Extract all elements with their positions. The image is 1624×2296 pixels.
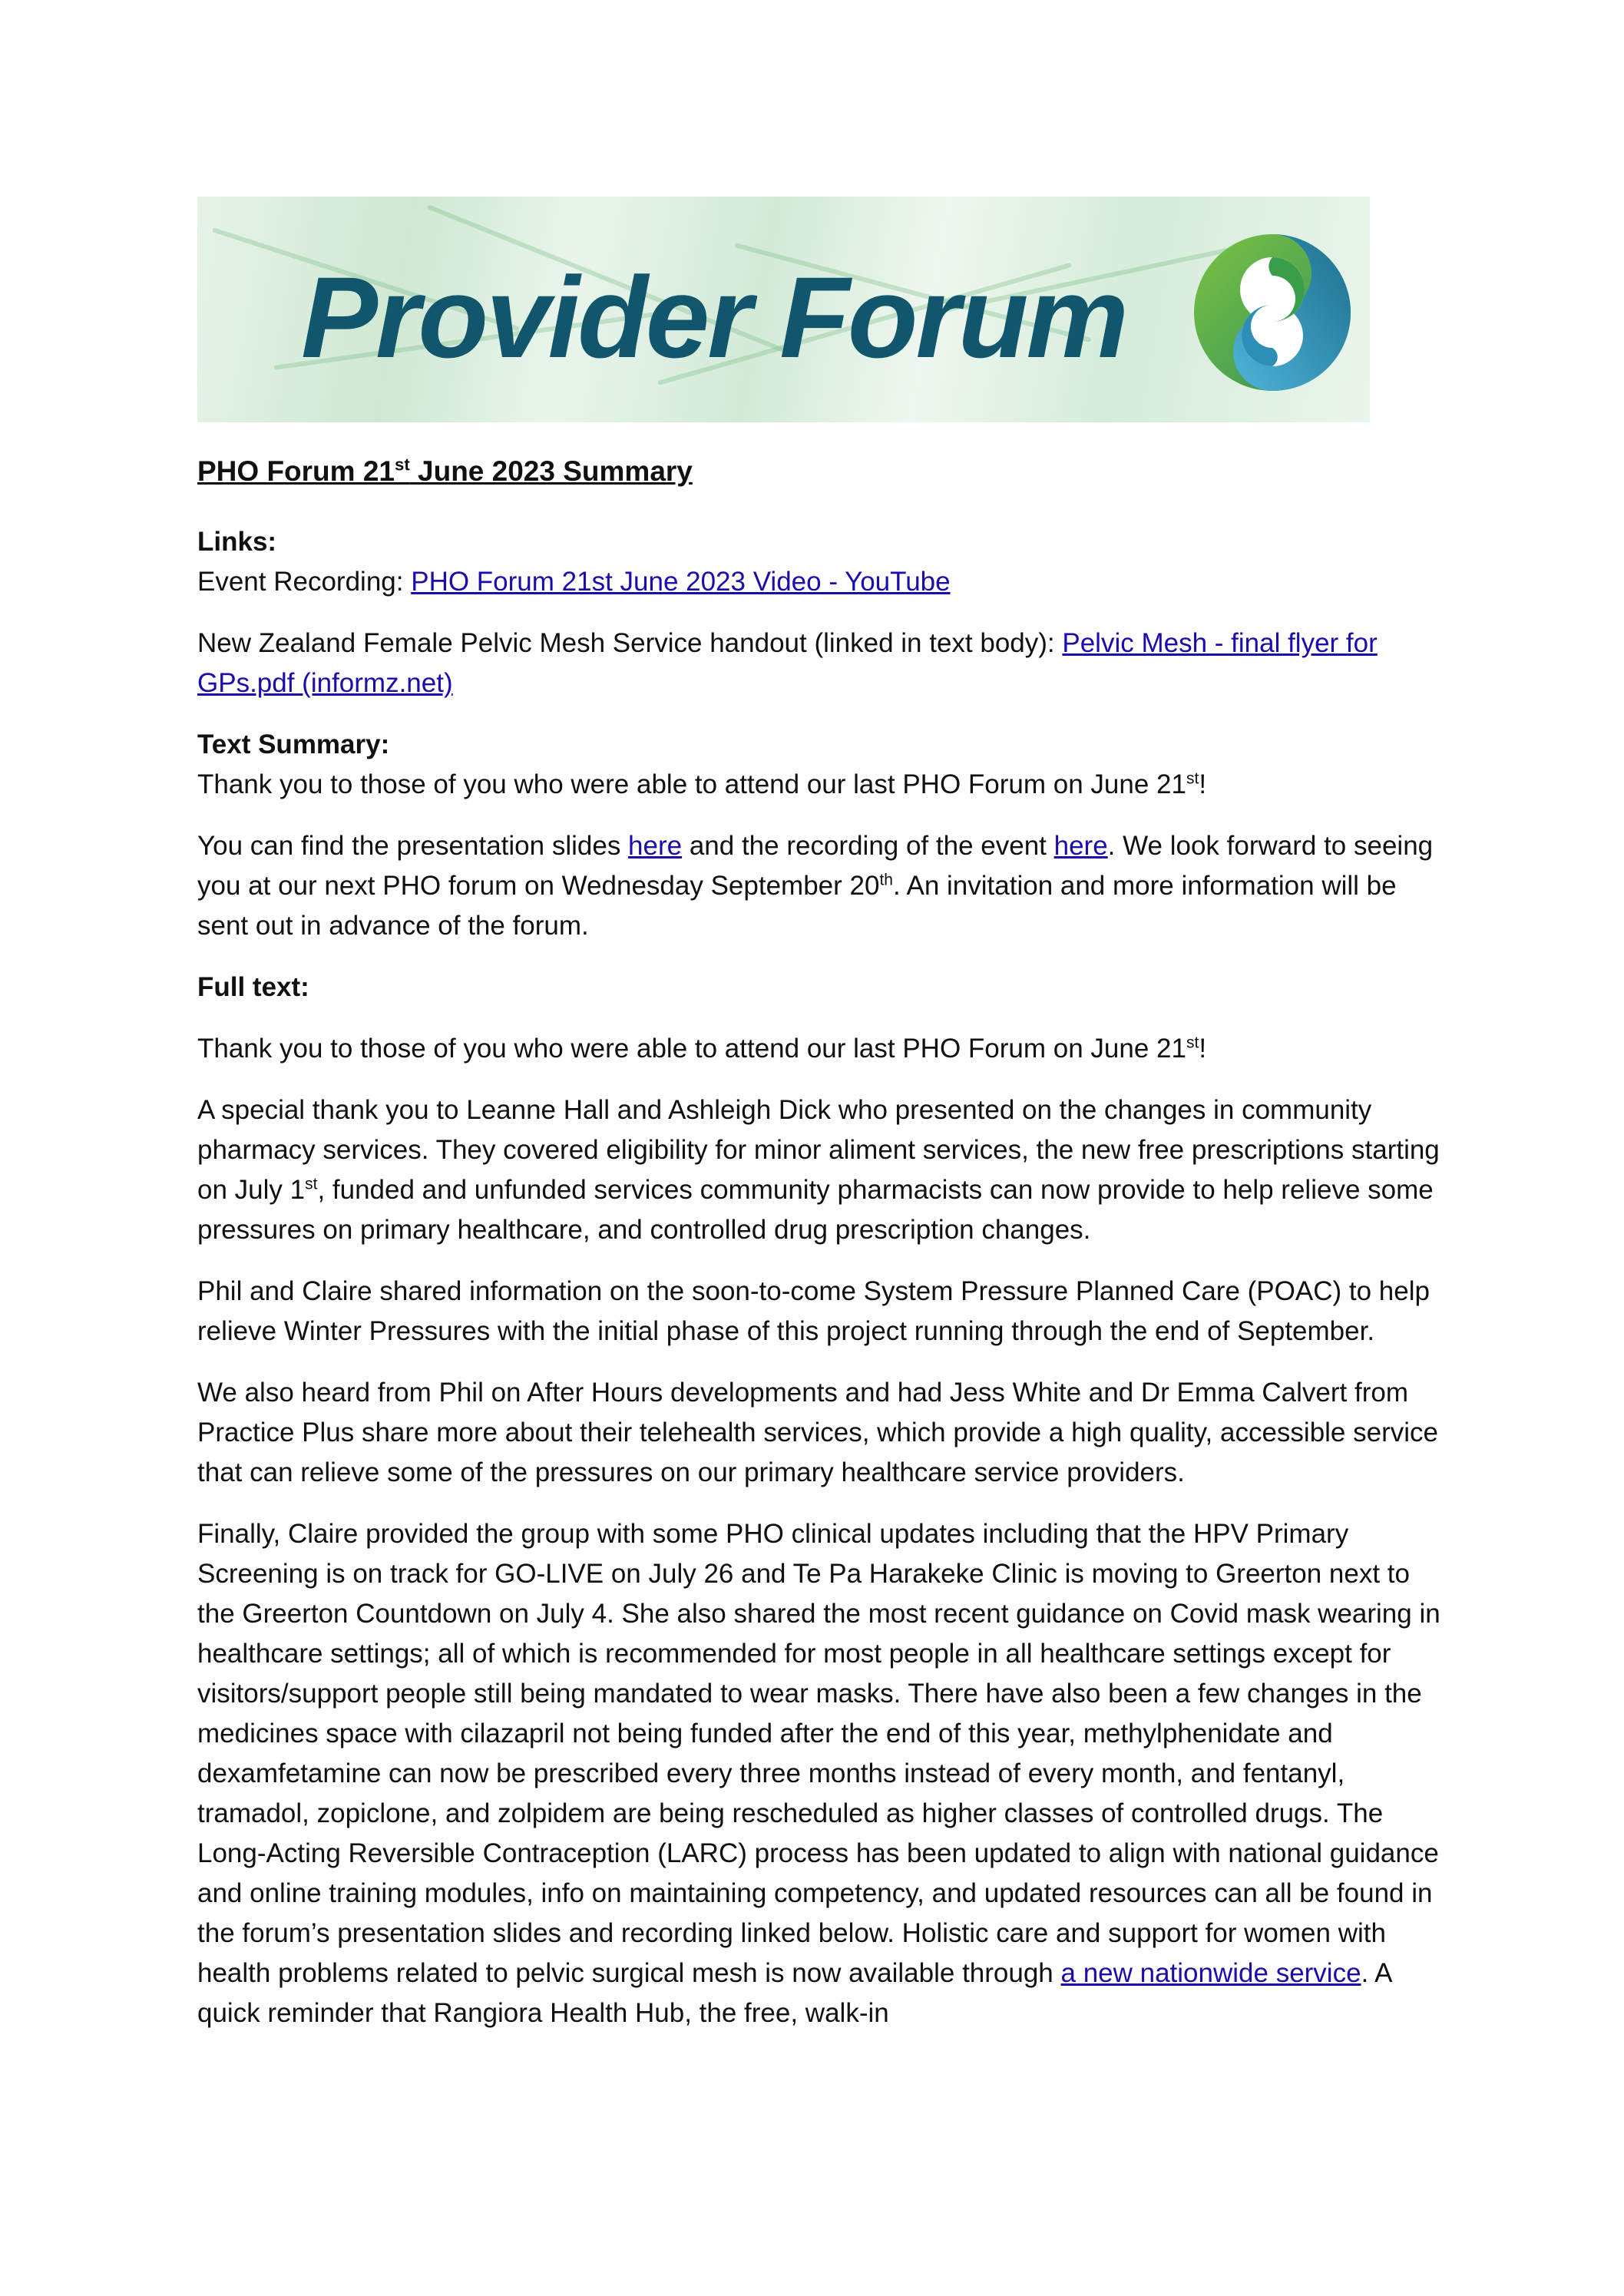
event-recording-label: Event Recording: [197,567,412,597]
full-thanks-paragraph [197,1029,1441,1069]
summary-thanks-end: ! [1199,769,1207,799]
handout-label: New Zealand Female Pelvic Mesh Service handout (linked in text body): [197,628,1063,658]
summary-thanks-text: Thank you to those of you who were able to attend our last PHO Forum on June 21 [197,769,1186,799]
slides-here-link[interactable]: here [628,831,683,861]
youtube-video-link[interactable]: PHO Forum 21st June 2023 Video - YouTube [411,567,951,597]
links-label: Links: [197,527,277,557]
pharmacy-sup: st [305,1175,318,1193]
clinical-updates-end: . A quick reminder that Rangiora Health Hub, the free, walk-in [197,1958,1391,2028]
pharmacy-text-end: , funded and unfunded services community pharmacists can now provide to help relieve some pressures on primary healthcare, and controlled drug prescription changes. [197,1175,1434,1245]
clinical-updates-paragraph [197,1514,1441,2033]
nationwide-service-link[interactable]: a new nationwide service [1060,1958,1361,1988]
summary-find-sup: th [879,871,893,889]
handout-paragraph [197,624,1441,703]
pharmacy-text: A special thank you to Leanne Hall and Ashleigh Dick who presented on the changes in community pharmacy services. They covered eligibility for minor aliment services, the new free prescriptions starting on July 1 [197,1095,1440,1205]
page-title: PHO Forum 21st June 2023 Summary [197,455,693,487]
pelvic-mesh-flyer-link[interactable]: Pelvic Mesh - final flyer for GPs.pdf (informz.net) [197,628,1378,698]
summary-find-end: . An invitation and more information will be sent out in advance of the forum. [197,871,1397,941]
full-thanks-sup: st [1186,1034,1199,1052]
links-section [197,522,1441,602]
summary-find-post: . We look forward to seeing you at our next PHO forum on Wednesday September 20 [197,831,1434,901]
text-summary-label: Text Summary: [197,729,390,759]
full-thanks-end: ! [1199,1034,1207,1064]
provider-forum-banner [197,197,1370,422]
winter-pressures-paragraph: Phil and Claire shared information on the soon-to-come System Pressure Planned Care (POAC) to help relieve Winter Pressures with the initial phase of this project running through the end of September. [197,1276,1430,1346]
full-text-label: Full text: [197,972,309,1002]
clinical-updates-text: Finally, Claire provided the group with some PHO clinical updates including that the HPV Primary Screening is on track for GO-LIVE on July 26 and Te Pa Harakeke Clinic is moving to Greerton next to the Greerton Countdown on July 4. She also shared the most recent guidance on Covid mask wearing in healthcare settings; all of which is recommended for most people in all healthcare settings except for visitors/support people still being mandated to wear masks. There have also been a few changes in the medicines space with cilazapril not being funded after the end of this year, methylphenidate and dexamfetamine can now be prescribed every three months instead of every month, and fentanyl, tramadol, zopiclone, and zolpidem are being rescheduled as higher classes of controlled drugs. The Long-Acting Reversible Contraception (LARC) process has been updated to align with national guidance and online training modules, info on maintaining competency, and updated resources can all be found in the forum’s presentation slides and recording linked below. Holistic care and support for women with health problems related to pelvic surgical mesh is now available through [197,1519,1440,1988]
full-text-section [197,968,1441,1007]
pharmacy-paragraph [197,1090,1441,1250]
summary-links-paragraph [197,826,1441,946]
koru-swirl-icon [1192,232,1353,393]
summary-find-mid: and the recording of the event [682,831,1054,861]
after-hours-paragraph: We also heard from Phil on After Hours developments and had Jess White and Dr Emma Calvert from Practice Plus share more about their telehealth services, which provide a high quality, accessible service that can relieve some of the pressures on our primary healthcare service providers. [197,1378,1438,1487]
full-thanks-text: Thank you to those of you who were able to attend our last PHO Forum on June 21 [197,1034,1186,1064]
banner-title: Provider Forum [301,253,1126,382]
summary-find-text: You can find the presentation slides [197,831,629,861]
summary-thanks-sup: st [1186,769,1199,788]
text-summary-section [197,725,1441,805]
forum-summary-document [197,452,1441,2055]
recording-here-link[interactable]: here [1053,831,1108,861]
